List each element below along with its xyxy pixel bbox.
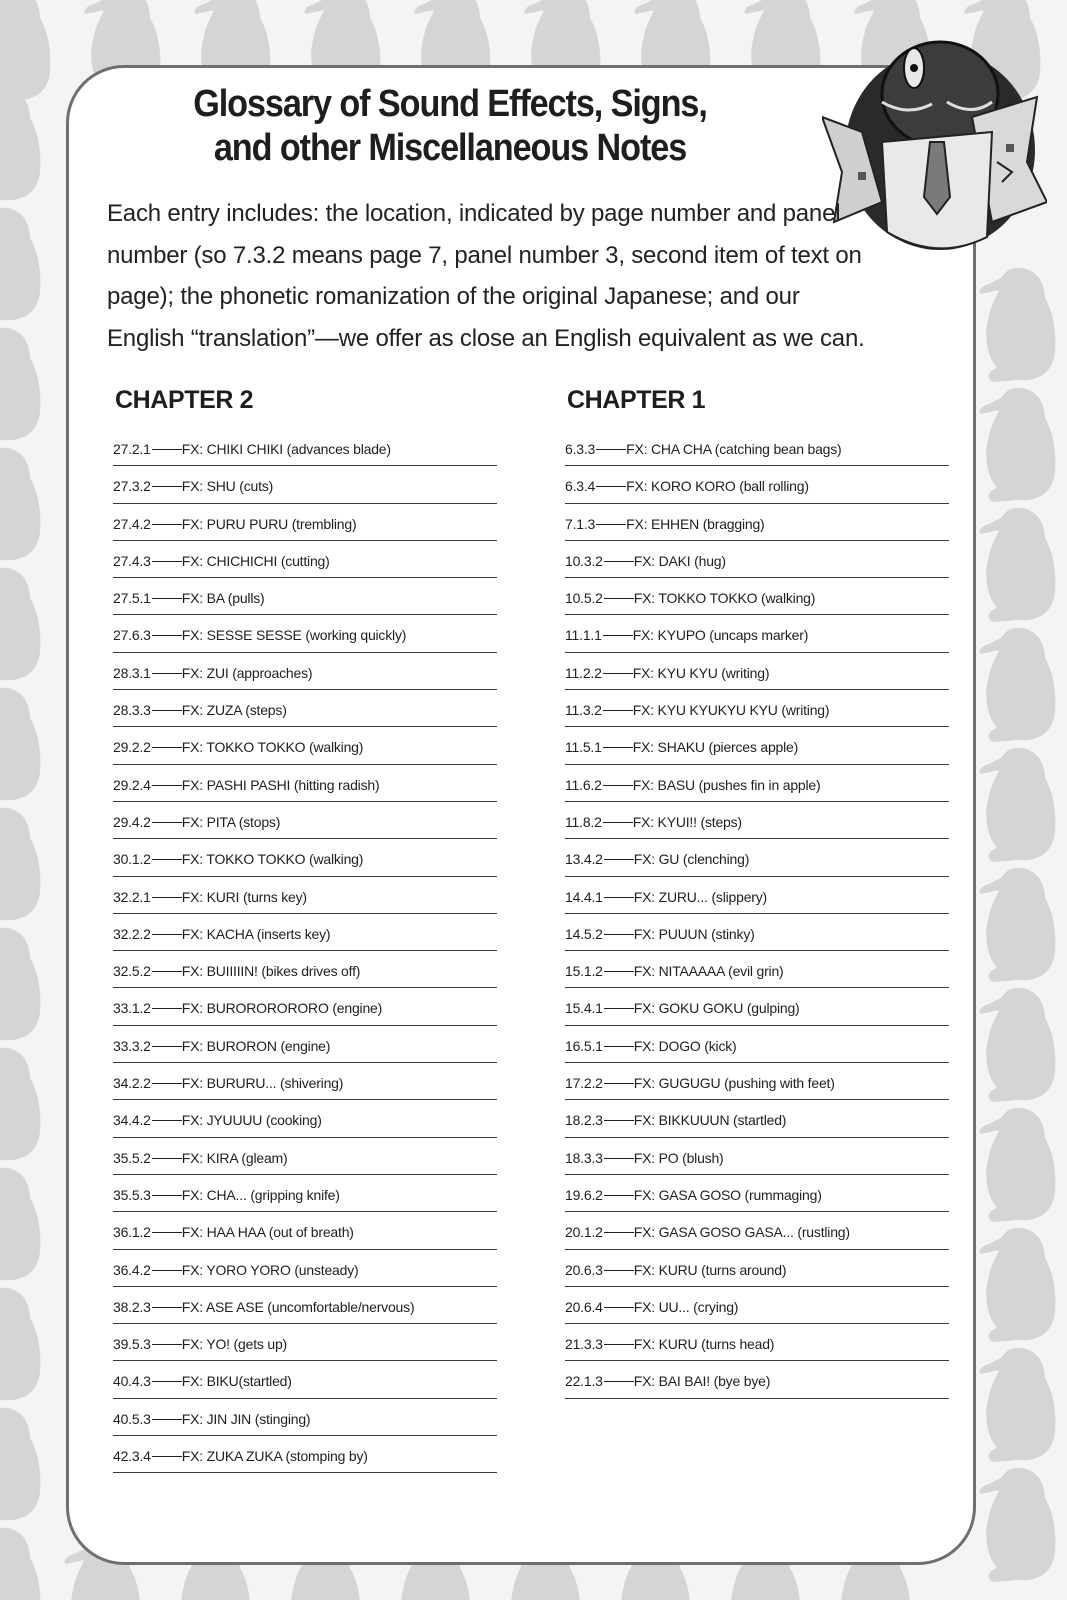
entry-location: 27.2.1	[113, 441, 151, 457]
em-dash-divider	[603, 635, 633, 636]
glossary-entry	[565, 615, 949, 652]
glossary-entry	[565, 839, 949, 876]
entry-location: 34.2.2	[113, 1075, 151, 1092]
glossary-entry	[565, 541, 949, 578]
glossary-entry	[113, 1287, 497, 1324]
glossary-entry	[565, 504, 949, 541]
em-dash-divider	[604, 598, 634, 599]
entry-sound-effect: FX: BIKKUUUN (startled)	[633, 1112, 787, 1129]
em-dash-divider	[152, 1232, 182, 1233]
glossary-entry	[565, 1063, 949, 1100]
entry-location: 18.2.3	[565, 1112, 603, 1129]
entry-location: 10.5.2	[565, 590, 603, 607]
entry-location: 22.1.3	[565, 1373, 603, 1390]
em-dash-divider	[604, 1381, 634, 1382]
em-dash-divider	[604, 1083, 634, 1084]
glossary-entry	[113, 1212, 497, 1249]
entry-sound-effect: FX: PURU PURU (trembling)	[181, 515, 357, 532]
entry-sound-effect: FX: SESSE SESSE (working quickly)	[181, 627, 407, 644]
entry-sound-effect: FX: PASHI PASHI (hitting radish)	[181, 776, 380, 793]
glossary-entry	[113, 988, 497, 1025]
entry-location: 11.2.2	[565, 664, 602, 681]
entry-sound-effect: FX: KURI (turns key)	[181, 888, 307, 905]
entry-location: 11.1.1	[565, 627, 602, 644]
glossary-entry	[113, 914, 497, 951]
entry-sound-effect: FX: KYUI!! (steps)	[632, 813, 742, 830]
glossary-entry	[113, 504, 497, 541]
glossary-entry	[113, 541, 497, 578]
entry-location: 11.6.2	[565, 776, 602, 793]
em-dash-divider	[152, 747, 182, 748]
em-dash-divider	[604, 561, 634, 562]
entry-location: 11.3.2	[565, 702, 602, 719]
em-dash-divider	[152, 1195, 182, 1196]
glossary-entry	[565, 578, 949, 615]
em-dash-divider	[152, 1419, 182, 1420]
glossary-entry	[565, 1361, 949, 1398]
em-dash-divider	[152, 971, 182, 972]
em-dash-divider	[603, 747, 633, 748]
entry-location: 19.6.2	[565, 1186, 603, 1203]
entry-sound-effect: FX: YORO YORO (unsteady)	[181, 1261, 359, 1278]
em-dash-divider	[603, 673, 633, 674]
glossary-entry	[565, 1250, 949, 1287]
entry-location: 40.5.3	[113, 1410, 151, 1427]
entry-location: 32.5.2	[113, 963, 151, 980]
em-dash-divider	[152, 1307, 182, 1308]
glossary-entry	[113, 1361, 497, 1398]
glossary-entry	[565, 1138, 949, 1175]
entry-location: 32.2.2	[113, 925, 151, 942]
entry-location: 28.3.3	[113, 702, 151, 719]
glossary-entry	[113, 1063, 497, 1100]
entry-sound-effect: FX: KYU KYU (writing)	[632, 664, 770, 681]
glossary-entry	[113, 1026, 497, 1063]
em-dash-divider	[596, 524, 626, 525]
em-dash-divider	[604, 934, 634, 935]
entry-location: 15.4.1	[565, 1000, 603, 1017]
entry-sound-effect: FX: KYUPO (uncaps marker)	[632, 627, 809, 644]
intro-paragraph: Each entry includes: the location, indicated by page number and panel number (so 7.3.2 means page 7, panel number 3, second item of text on page); the phonetic romanization of the original Japanese; and our English “translation”—we offer as close an English equivalent as we can.	[107, 200, 865, 352]
entry-sound-effect: FX: BAI BAI! (bye bye)	[633, 1373, 771, 1390]
chapter-heading: CHAPTER 1	[567, 386, 706, 414]
entry-location: 16.5.1	[565, 1037, 603, 1054]
entry-sound-effect: FX: YO! (gets up)	[181, 1336, 288, 1353]
entry-sound-effect: FX: GOKU GOKU (gulping)	[633, 1000, 800, 1017]
entry-sound-effect: FX: KORO KORO (ball rolling)	[626, 478, 809, 495]
em-dash-divider	[596, 486, 626, 487]
entry-sound-effect: FX: GUGUGU (pushing with feet)	[633, 1075, 835, 1092]
em-dash-divider	[604, 1158, 634, 1159]
entry-sound-effect: FX: PUUUN (stinky)	[633, 925, 755, 942]
entry-location: 20.6.4	[565, 1298, 603, 1315]
glossary-entry	[565, 653, 949, 690]
glossary-entry	[113, 727, 497, 764]
entry-sound-effect: FX: JYUUUU (cooking)	[181, 1112, 322, 1129]
em-dash-divider	[152, 598, 182, 599]
glossary-entry	[565, 877, 949, 914]
em-dash-divider	[603, 822, 633, 823]
glossary-entry	[113, 765, 497, 802]
glossary-entry	[565, 914, 949, 951]
entry-sound-effect: FX: SHU (cuts)	[181, 478, 274, 495]
title-line-1: Glossary of Sound Effects, Signs,	[193, 83, 707, 125]
entry-location: 36.4.2	[113, 1261, 151, 1278]
em-dash-divider	[604, 1120, 634, 1121]
entry-sound-effect: FX: KURU (turns around)	[633, 1261, 787, 1278]
entry-location: 6.3.4	[565, 478, 596, 495]
glossary-entry	[113, 1399, 497, 1436]
entry-sound-effect: FX: TOKKO TOKKO (walking)	[181, 851, 364, 868]
em-dash-divider	[604, 1344, 634, 1345]
entry-location: 33.3.2	[113, 1037, 151, 1054]
glossary-entry	[113, 1250, 497, 1287]
entry-sound-effect: FX: JIN JIN (stinging)	[181, 1410, 311, 1427]
em-dash-divider	[152, 1008, 182, 1009]
entry-location: 35.5.3	[113, 1186, 151, 1203]
em-dash-divider	[604, 1232, 634, 1233]
chapter-column-right	[565, 385, 949, 1399]
entry-sound-effect: FX: ZUKA ZUKA (stomping by)	[181, 1448, 368, 1465]
glossary-entry	[565, 1324, 949, 1361]
em-dash-divider	[604, 971, 634, 972]
em-dash-divider	[152, 1083, 182, 1084]
entry-sound-effect: FX: BUIIIIIN! (bikes drives off)	[181, 963, 361, 980]
em-dash-divider	[152, 1158, 182, 1159]
em-dash-divider	[604, 1008, 634, 1009]
entry-location: 27.5.1	[113, 590, 151, 607]
entry-location: 28.3.1	[113, 664, 151, 681]
entry-location: 32.2.1	[113, 888, 151, 905]
em-dash-divider	[152, 822, 182, 823]
glossary-entry	[113, 877, 497, 914]
entry-location: 38.2.3	[113, 1298, 151, 1315]
entry-sound-effect: FX: GASA GOSO (rummaging)	[633, 1186, 822, 1203]
em-dash-divider	[152, 1270, 182, 1271]
em-dash-divider	[152, 1344, 182, 1345]
entry-location: 42.3.4	[113, 1448, 151, 1465]
entry-location: 27.3.2	[113, 478, 151, 495]
entry-location: 14.5.2	[565, 925, 603, 942]
entry-sound-effect: FX: KACHA (inserts key)	[181, 925, 331, 942]
entry-sound-effect: FX: DOGO (kick)	[633, 1037, 737, 1054]
glossary-entry	[113, 615, 497, 652]
glossary-entry	[113, 578, 497, 615]
entry-location: 11.5.1	[565, 739, 602, 756]
em-dash-divider	[152, 449, 182, 450]
glossary-entry	[565, 1287, 949, 1324]
entry-sound-effect: FX: BA (pulls)	[181, 590, 265, 607]
entry-sound-effect: FX: NITAAAAA (evil grin)	[633, 963, 784, 980]
em-dash-divider	[152, 673, 182, 674]
glossary-entry	[565, 765, 949, 802]
entry-location: 30.1.2	[113, 851, 151, 868]
entry-sound-effect: FX: BIKU(startled)	[181, 1373, 292, 1390]
entry-location: 6.3.3	[565, 441, 596, 457]
entry-sound-effect: FX: HAA HAA (out of breath)	[181, 1224, 354, 1241]
glossary-entry	[113, 951, 497, 988]
glossary-entry	[565, 466, 949, 503]
entry-sound-effect: FX: CHA CHA (catching bean bags)	[626, 441, 842, 457]
em-dash-divider	[152, 859, 182, 860]
glossary-entry	[565, 1212, 949, 1249]
entry-location: 17.2.2	[565, 1075, 603, 1092]
glossary-entry	[113, 429, 497, 466]
em-dash-divider	[152, 561, 182, 562]
entry-sound-effect: FX: TOKKO TOKKO (walking)	[633, 590, 816, 607]
entry-sound-effect: FX: ASE ASE (uncomfortable/nervous)	[181, 1298, 415, 1315]
em-dash-divider	[152, 486, 182, 487]
em-dash-divider	[604, 859, 634, 860]
entry-sound-effect: FX: ZUI (approaches)	[181, 664, 313, 681]
em-dash-divider	[604, 1307, 634, 1308]
glossary-entry	[565, 951, 949, 988]
em-dash-divider	[152, 897, 182, 898]
glossary-entry	[113, 690, 497, 727]
entry-sound-effect: FX: KURU (turns head)	[633, 1336, 775, 1353]
em-dash-divider	[152, 1046, 182, 1047]
glossary-entry	[113, 466, 497, 503]
entry-location: 27.4.3	[113, 552, 151, 569]
entry-sound-effect: FX: BURORORORORO (engine)	[181, 1000, 383, 1017]
entry-sound-effect: FX: PO (blush)	[633, 1149, 724, 1166]
entry-location: 39.5.3	[113, 1336, 151, 1353]
glossary-entry	[113, 653, 497, 690]
entry-sound-effect: FX: CHA... (gripping knife)	[181, 1186, 340, 1203]
entry-sound-effect: FX: DAKI (hug)	[633, 552, 726, 569]
glossary-title	[126, 82, 774, 170]
glossary-entry	[113, 839, 497, 876]
em-dash-divider	[152, 1120, 182, 1121]
entry-list	[565, 429, 949, 1399]
entry-location: 34.4.2	[113, 1112, 151, 1129]
entry-location: 29.2.4	[113, 776, 151, 793]
entry-location: 14.4.1	[565, 888, 603, 905]
entry-sound-effect: FX: UU... (crying)	[633, 1298, 739, 1315]
entry-sound-effect: FX: BURORON (engine)	[181, 1037, 331, 1054]
entry-sound-effect: FX: ZUZA (steps)	[181, 702, 287, 719]
em-dash-divider	[604, 1046, 634, 1047]
entry-sound-effect: FX: KIRA (gleam)	[181, 1149, 288, 1166]
glossary-entry	[565, 1100, 949, 1137]
glossary-entry	[565, 429, 949, 466]
chapter-heading: CHAPTER 2	[115, 386, 254, 414]
entry-sound-effect: FX: GU (clenching)	[633, 851, 750, 868]
entry-sound-effect: FX: BASU (pushes fin in apple)	[632, 776, 821, 793]
glossary-entry	[113, 802, 497, 839]
entry-sound-effect: FX: CHIKI CHIKI (advances blade)	[181, 441, 391, 457]
entry-list	[113, 429, 497, 1473]
em-dash-divider	[152, 1456, 182, 1457]
entry-location: 20.6.3	[565, 1261, 603, 1278]
entry-location: 27.6.3	[113, 627, 151, 644]
chapter-column-left	[113, 385, 497, 1473]
em-dash-divider	[152, 710, 182, 711]
entry-location: 29.2.2	[113, 739, 151, 756]
entry-sound-effect: FX: SHAKU (pierces apple)	[632, 739, 799, 756]
em-dash-divider	[596, 449, 626, 450]
entry-location: 10.3.2	[565, 552, 603, 569]
em-dash-divider	[604, 897, 634, 898]
glossary-entry	[565, 1026, 949, 1063]
entry-location: 20.1.2	[565, 1224, 603, 1241]
glossary-entry	[113, 1100, 497, 1137]
em-dash-divider	[604, 1270, 634, 1271]
em-dash-divider	[603, 710, 633, 711]
entry-sound-effect: FX: PITA (stops)	[181, 813, 281, 830]
title-line-2: and other Miscellaneous Notes	[213, 127, 687, 169]
em-dash-divider	[152, 934, 182, 935]
entry-location: 40.4.3	[113, 1373, 151, 1390]
glossary-entry	[113, 1175, 497, 1212]
entry-sound-effect: FX: GASA GOSO GASA... (rustling)	[633, 1224, 850, 1241]
entry-sound-effect: FX: CHICHICHI (cutting)	[181, 552, 330, 569]
em-dash-divider	[152, 635, 182, 636]
em-dash-divider	[604, 1195, 634, 1196]
entry-sound-effect: FX: EHHEN (bragging)	[626, 515, 765, 532]
entry-sound-effect: FX: KYU KYUKYU KYU (writing)	[632, 702, 830, 719]
glossary-entry	[565, 802, 949, 839]
entry-location: 35.5.2	[113, 1149, 151, 1166]
em-dash-divider	[152, 524, 182, 525]
entry-location: 21.3.3	[565, 1336, 603, 1353]
glossary-entry	[565, 690, 949, 727]
em-dash-divider	[603, 785, 633, 786]
glossary-entry	[113, 1436, 497, 1473]
entry-sound-effect: FX: TOKKO TOKKO (walking)	[181, 739, 364, 756]
glossary-entry	[565, 1175, 949, 1212]
entry-location: 13.4.2	[565, 851, 603, 868]
entry-location: 29.4.2	[113, 813, 151, 830]
entry-location: 33.1.2	[113, 1000, 151, 1017]
glossary-entry	[565, 727, 949, 764]
em-dash-divider	[152, 1381, 182, 1382]
entry-location: 36.1.2	[113, 1224, 151, 1241]
entry-location: 27.4.2	[113, 515, 151, 532]
entry-location: 15.1.2	[565, 963, 603, 980]
em-dash-divider	[152, 785, 182, 786]
entry-sound-effect: FX: BURURU... (shivering)	[181, 1075, 344, 1092]
entry-location: 18.3.3	[565, 1149, 603, 1166]
glossary-entry	[113, 1138, 497, 1175]
entry-location: 11.8.2	[565, 813, 602, 830]
glossary-entry	[113, 1324, 497, 1361]
entry-sound-effect: FX: ZURU... (slippery)	[633, 888, 768, 905]
glossary-entry	[565, 988, 949, 1025]
entry-location: 7.1.3	[565, 515, 596, 532]
